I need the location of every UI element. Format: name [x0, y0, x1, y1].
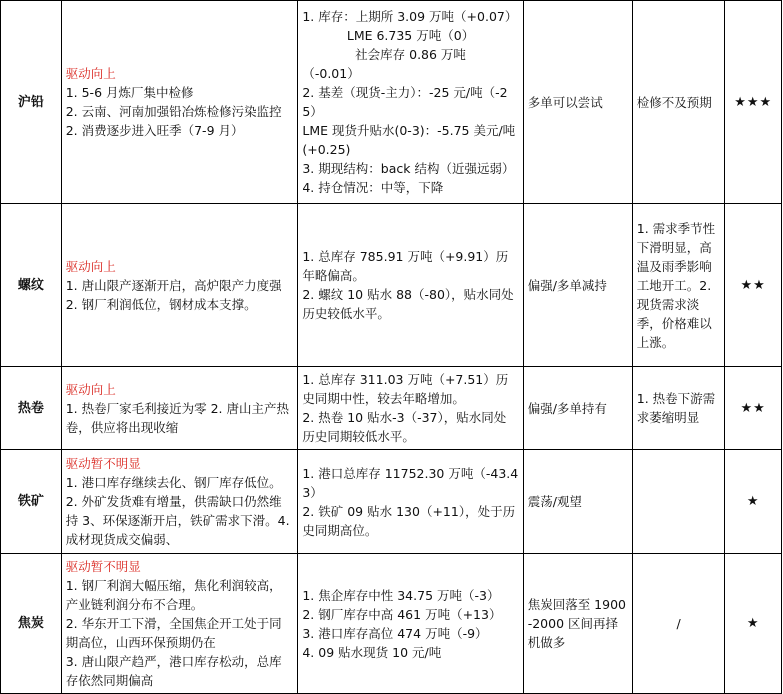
- driver-line: 1. 热卷厂家毛利接近为零 2. 唐山主产热卷，供应将出现收缩: [65, 400, 289, 435]
- commodity-name: 铁矿: [1, 450, 62, 554]
- strategy-cell: 多单可以尝试: [523, 1, 632, 204]
- driver-line: 1. 5-6 月炼厂集中检修: [65, 85, 194, 100]
- driver-cell: [61, 1, 298, 204]
- rating-stars: ★★★: [725, 1, 782, 204]
- inventory-line: 1. 港口总库存 11752.30 万吨（-43.43）: [302, 465, 519, 500]
- inventory-line: 2. 基差（现货-主力）：-25 元/吨（-25）: [302, 85, 508, 119]
- driver-cell: [61, 450, 298, 554]
- rating-stars: ★: [725, 450, 782, 554]
- inventory-cell: [298, 204, 523, 367]
- risk-cell: [632, 450, 725, 554]
- rating-stars: ★★: [725, 367, 782, 450]
- driver-line: 1. 钢厂利润大幅压缩，焦化利润较高，产业链利润分布不合理。: [65, 578, 282, 612]
- table-row: [1, 367, 782, 450]
- driver-cell: [61, 367, 298, 450]
- inventory-line: 社会库存 0.86 万吨: [355, 47, 466, 62]
- risk-cell: 检修不及预期: [632, 1, 725, 204]
- inventory-cell: [298, 1, 523, 204]
- inventory-line: 1. 库存：上期所 3.09 万吨（+0.07）: [302, 9, 518, 24]
- rating-stars: ★★: [725, 204, 782, 367]
- inventory-line: 4. 09 贴水现货 10 元/吨: [302, 644, 442, 660]
- driver-line: 2. 云南、河南加强铅冶炼检修污染监控: [65, 104, 282, 119]
- table-row: [1, 554, 782, 694]
- table-row: [1, 1, 782, 204]
- inventory-line: 2. 螺纹 10 贴水 88（-80），贴水同处历史较低水平。: [302, 287, 514, 321]
- inventory-cell: [298, 450, 523, 554]
- inventory-cell: [298, 554, 523, 694]
- driver-cell: [61, 554, 298, 694]
- inventory-line: LME 6.735 万吨（0）: [346, 28, 475, 43]
- strategy-cell: 偏强/多单持有: [523, 367, 632, 450]
- risk-cell: 1. 需求季节性下滑明显，高温及雨季影响工地开工。2. 现货需求淡季，价格难以上涨。: [632, 204, 725, 367]
- strategy-cell: 偏强/多单减持: [523, 204, 632, 367]
- table-row: [1, 450, 782, 554]
- driver-tag: 驱动向上: [65, 258, 116, 274]
- strategy-cell: 震荡/观望: [523, 450, 632, 554]
- driver-tag: 驱动暂不明显: [65, 456, 141, 471]
- driver-line: 1. 唐山限产逐渐开启，高炉限产力度强 2. 钢厂利润低位，钢材成本支撑。: [65, 277, 282, 312]
- inventory-line: LME 现货升贴水(0-3)：-5.75 美元/吨(+0.25): [302, 123, 516, 157]
- driver-line: 2. 消费逐步进入旺季（7-9 月）: [65, 123, 244, 138]
- inventory-line: 1. 总库存 311.03 万吨（+7.51）历史同期中性，较去年略增加。: [302, 372, 509, 406]
- driver-line: 3. 唐山限产趋严，港口库存松动，总库存依然同期偏高: [65, 654, 282, 688]
- commodity-name: 热卷: [1, 367, 62, 450]
- risk-cell: 1. 热卷下游需求萎缩明显: [632, 367, 725, 450]
- driver-line: 1. 港口库存继续去化、钢厂库存低位。2. 外矿发货难有增量，供需缺口仍然维持 3、环保逐渐开启，铁矿需求下滑。4. 成材现货成交偏弱、: [65, 475, 290, 547]
- rating-stars: ★: [725, 554, 782, 694]
- inventory-line: 1. 总库存 785.91 万吨（+9.91）历年略偏高。: [302, 249, 509, 283]
- inventory-line: 2. 热卷 10 贴水-3（-37），贴水同处历史同期较低水平。: [302, 410, 507, 444]
- strategy-cell: 焦炭回落至 1900-2000 区间再择机做多: [523, 554, 632, 694]
- driver-tag: 驱动暂不明显: [65, 559, 141, 574]
- inventory-line: 3. 港口库存高位 474 万吨（-9）: [302, 625, 488, 641]
- inventory-line: 2. 钢厂库存中高 461 万吨（+13）: [302, 606, 502, 622]
- driver-line: 2. 华东开工下滑，全国焦企开工处于同期高位，山西环保预期仍在: [65, 616, 282, 650]
- inventory-line: 3. 期现结构：back 结构（近强远弱）: [302, 161, 515, 176]
- commodity-name: 沪铅: [1, 1, 62, 204]
- inventory-line: （-0.01）: [302, 66, 360, 81]
- driver-tag: 驱动向上: [65, 381, 116, 397]
- inventory-line: 2. 铁矿 09 贴水 130（+11），处于历史同期高位。: [302, 503, 516, 538]
- inventory-line: 4. 持仓情况：中等，下降: [302, 180, 444, 195]
- driver-cell: [61, 204, 298, 367]
- commodity-name: 螺纹: [1, 204, 62, 367]
- commodity-name: 焦炭: [1, 554, 62, 694]
- driver-tag: 驱动向上: [65, 66, 116, 81]
- inventory-line: 1. 焦企库存中性 34.75 万吨（-3）: [302, 587, 500, 603]
- risk-cell: /: [632, 554, 725, 694]
- table-row: [1, 204, 782, 367]
- inventory-cell: [298, 367, 523, 450]
